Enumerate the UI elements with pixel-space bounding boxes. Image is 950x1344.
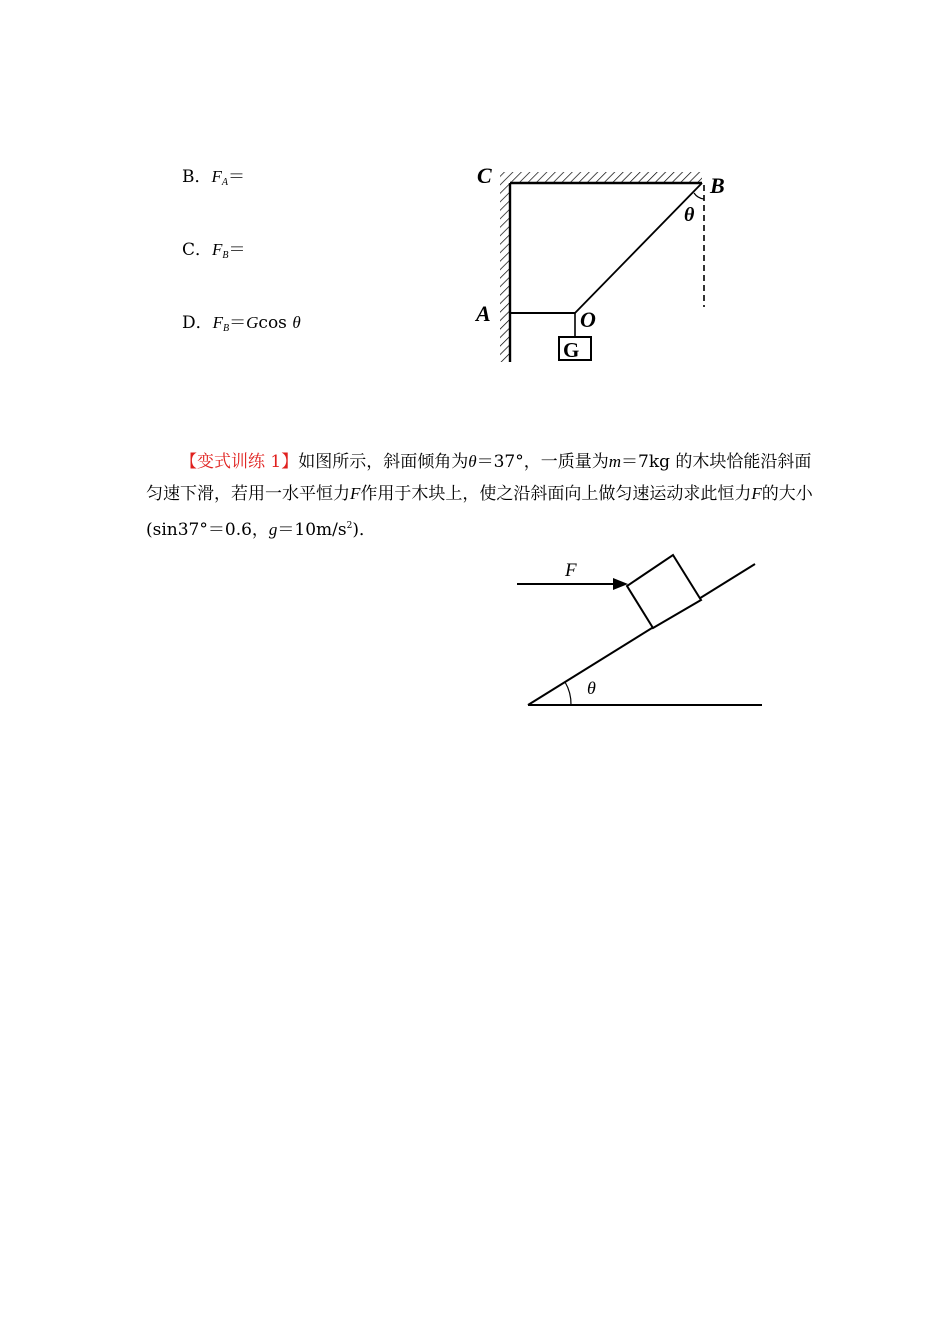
label-f: F: [565, 560, 577, 581]
ceiling-hatch: [510, 172, 702, 182]
force-arrowhead: [613, 578, 628, 590]
rope-ob: [575, 183, 702, 313]
theta-arc: [694, 193, 704, 199]
wall-hatch: [500, 172, 510, 362]
label-g: G: [563, 338, 580, 362]
label-b: B: [710, 173, 725, 198]
label-c: C: [477, 163, 492, 188]
incline-diagram: [510, 552, 770, 717]
option-c: C．$F_B=$: [182, 240, 246, 261]
label-a: A: [476, 301, 491, 326]
option-b: B．$F_A=$: [182, 167, 245, 188]
label-o: O: [580, 307, 596, 332]
rope-weight-diagram: [470, 155, 740, 370]
option-d: D．$F_B=Gcos$ θ: [182, 313, 301, 334]
variant-tag: 【变式训练 1】: [180, 452, 299, 472]
block: [627, 555, 701, 628]
problem-text: 【变式训练 1】如图所示，斜面倾角为θ＝37°，一质量为m＝7kg 的木块恰能沿斜面匀速下滑，若用一水平恒力F作用于木块上，使之沿斜面向上做匀速运动求此恒力F的大小(sin37°＝0.6，$g=10m/s^2$)．: [146, 452, 813, 540]
label-theta: θ: [587, 678, 596, 698]
label-theta: θ: [684, 204, 695, 226]
theta-arc: [565, 682, 571, 705]
